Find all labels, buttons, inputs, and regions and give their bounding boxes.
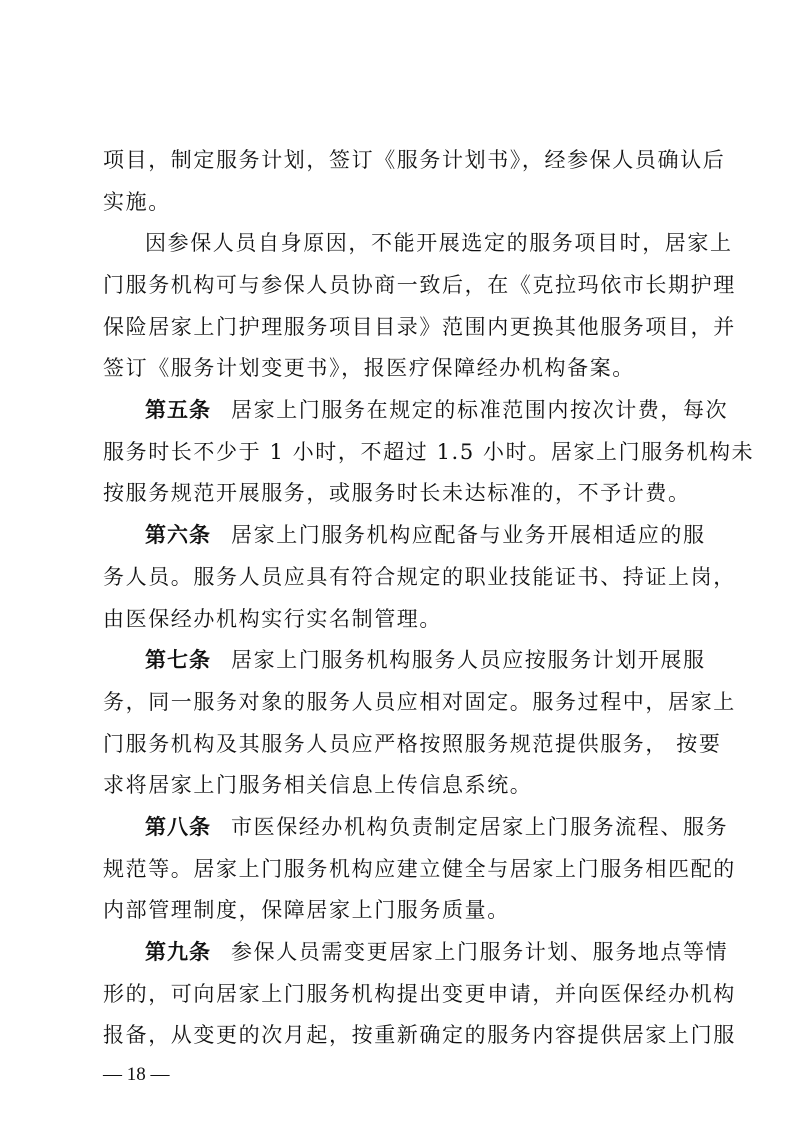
article-heading: 第七条: [145, 647, 211, 672]
paragraph-line: 务，同一服务对象的服务人员应相对固定。服务过程中，居家上: [103, 690, 736, 714]
paragraph-line: 因参保人员自身原因，不能开展选定的服务项目时，居家上: [145, 231, 733, 255]
paragraph-line: 报备，从变更的次月起，按重新确定的服务内容提供居家上门服: [103, 1023, 736, 1047]
paragraph-line: 由医保经办机构实行实名制管理。: [103, 607, 442, 631]
paragraph-line: 务人员。服务人员应具有符合规定的职业技能证书、持证上岗，: [103, 565, 736, 589]
paragraph-line: 项目，制定服务计划，签订《服务计划书》，经参保人员确认后: [103, 148, 726, 172]
article-text: 市医保经办机构负责制定居家上门服务流程、服务: [231, 815, 729, 839]
article-text: 居家上门服务机构应配备与业务开展相适应的服: [231, 523, 706, 547]
paragraph-line: 签订《服务计划变更书》，报医疗保障经办机构备案。: [103, 356, 635, 380]
article-text: 居家上门服务机构服务人员应按服务计划开展服: [231, 648, 706, 672]
article-heading: 第八条: [145, 814, 211, 839]
article-first-line: [145, 938, 729, 966]
paragraph-line: 服务时长不少于 1 小时，不超过 1.5 小时。居家上门服务机构未: [103, 440, 755, 464]
paragraph-line: 形的，可向居家上门服务机构提出变更申请，并向医保经办机构: [103, 982, 736, 1006]
paragraph-line: 按服务规范开展服务，或服务时长未达标准的，不予计费。: [103, 481, 691, 505]
paragraph-line: 门服务机构及其服务人员应严格按照服务规范提供服务， 按要: [103, 732, 722, 756]
article-heading: 第九条: [145, 939, 211, 964]
paragraph-line: 门服务机构可与参保人员协商一致后，在《克拉玛依市长期护理: [103, 273, 736, 297]
article-text: 居家上门服务在规定的标准范围内按次计费，每次: [231, 398, 729, 422]
paragraph-line: 规范等。居家上门服务机构应建立健全与居家上门服务相匹配的: [103, 857, 736, 881]
paragraph-line: 保险居家上门护理服务项目目录》范围内更换其他服务项目，并: [103, 315, 736, 339]
article-first-line: [145, 646, 706, 674]
article-heading: 第五条: [145, 397, 211, 422]
article-first-line: [145, 813, 729, 841]
article-first-line: [145, 396, 729, 424]
article-first-line: [145, 521, 706, 549]
paragraph-line: 实施。: [103, 190, 171, 214]
paragraph-line: 内部管理制度，保障居家上门服务质量。: [103, 898, 510, 922]
article-text: 参保人员需变更居家上门服务计划、服务地点等情: [231, 940, 729, 964]
page-number: — 18 —: [103, 1064, 170, 1085]
paragraph-line: 求将居家上门服务相关信息上传信息系统。: [103, 773, 533, 797]
article-heading: 第六条: [145, 522, 211, 547]
